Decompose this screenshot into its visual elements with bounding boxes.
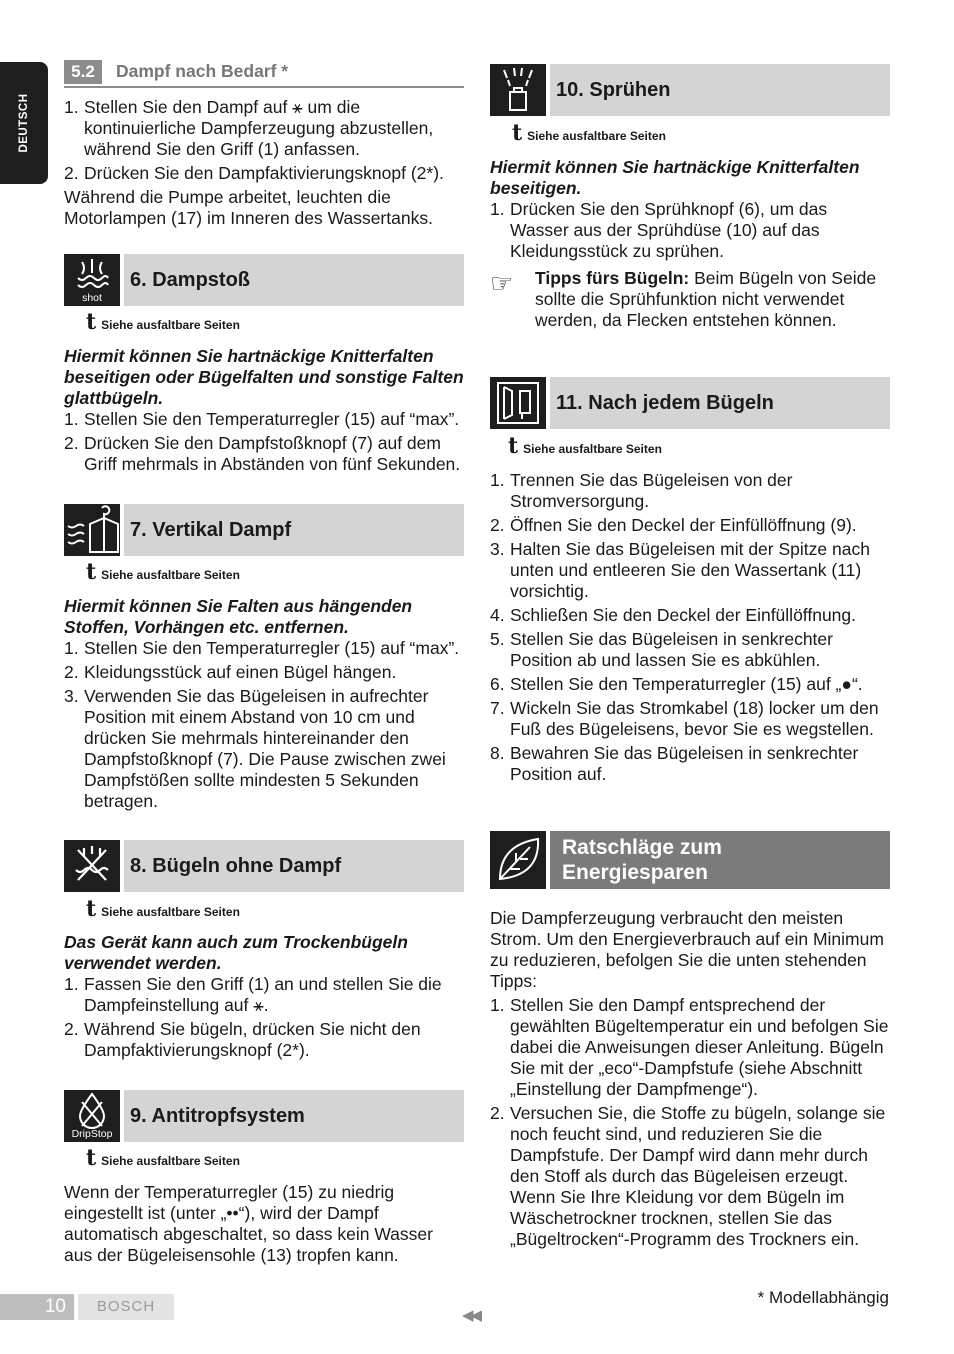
icon-label: shot — [82, 292, 102, 304]
section-8-header — [64, 840, 464, 892]
section-title: 10. Sprühen — [550, 64, 890, 116]
energy-section-header — [490, 831, 890, 889]
section-title: Dampf nach Bedarf * — [116, 61, 289, 81]
leaf-icon — [490, 831, 546, 889]
icon-label: DripStop — [71, 1128, 113, 1140]
pointer-icon: t — [86, 309, 97, 335]
section-11-header — [490, 377, 890, 429]
section-title: Ratschläge zum Energiesparen — [550, 831, 890, 889]
section-6-header — [64, 254, 464, 306]
pointer-icon: t — [86, 559, 97, 585]
section-6-body — [64, 346, 464, 478]
fold-out-reference: t Siehe ausfaltbare Seiten — [508, 433, 662, 459]
intro-text: Hiermit können Sie hartnäckige Knitterfalten beseitigen. — [490, 157, 860, 198]
steps-list — [64, 97, 464, 184]
vertical-steam-icon — [64, 504, 120, 556]
list-item: 2. Öffnen Sie den Deckel der Einfüllöffnung (9). — [490, 515, 857, 535]
section-title: 6. Dampstoß — [124, 254, 464, 306]
list-item: 1. Stellen Sie den Dampf auf ⚹ um die kontinuierliche Dampferzeugung abzustellen, während Sie den Griff (1) anfassen. — [64, 97, 434, 159]
fold-out-reference: t Siehe ausfaltbare Seiten — [86, 309, 240, 335]
fold-out-reference: t Siehe ausfaltbare Seiten — [512, 120, 666, 146]
energy-section-body — [490, 908, 892, 1253]
fold-out-reference: t Siehe ausfaltbare Seiten — [86, 1145, 240, 1171]
pointer-icon: t — [86, 896, 97, 922]
section-title: 9. Antitropfsystem — [124, 1090, 464, 1142]
paragraph: Während die Pumpe arbeitet, leuchten die Motorlampen (17) im Inneren des Wassertanks. — [64, 187, 433, 228]
list-item: 2. Während Sie bügeln, drücken Sie nicht den Dampfaktivierungsknopf (2*). — [64, 1019, 421, 1060]
pointer-icon: t — [86, 1145, 97, 1171]
storage-icon — [490, 377, 546, 429]
ironing-tip — [535, 268, 890, 331]
fold-out-reference: t Siehe ausfaltbare Seiten — [86, 559, 240, 585]
list-item: 2. Versuchen Sie, die Stoffe zu bügeln, solange sie noch feucht sind, und reduzieren Sie die Dampfstufe. Der Dampf wird dann mehr durch den Stoff als durch das Bügeleisen erzeugt. Wenn Sie Ihre Kleidung vor dem Bügeln im Wäschetrockner trocknen, stellen Sie das „Bügeltrocken“-Programm des Trockners ein. — [490, 1103, 886, 1249]
list-item: 4. Schließen Sie den Deckel der Einfüllöffnung. — [490, 605, 857, 625]
brand-label: BOSCH — [78, 1294, 174, 1320]
footnote: * Modellabhängig — [757, 1288, 889, 1307]
steam-shot-icon — [64, 254, 120, 306]
section-9-body — [64, 1182, 464, 1266]
section-10-body — [490, 157, 890, 265]
tip-text: Beim Bügeln von Seide sollte die Sprühfunktion nicht verwendet werden, da Flecken entstehen können. — [535, 268, 877, 330]
intro-text: Hiermit können Sie Falten aus hängenden Stoffen, Vorhängen etc. entfernen. — [64, 596, 413, 637]
language-tab-label: DEUTSCH — [18, 93, 30, 153]
dripstop-icon — [64, 1090, 120, 1142]
list-item: 5. Stellen Sie das Bügeleisen in senkrechter Position ab und lassen Sie es abkühlen. — [490, 629, 833, 670]
list-item: 6. Stellen Sie den Temperaturregler (15) auf „●“. — [490, 674, 863, 694]
language-tab — [0, 62, 48, 184]
prev-page-icon: ◀◀ — [462, 1307, 480, 1324]
section-title: 8. Bügeln ohne Dampf — [124, 840, 464, 892]
pointer-icon: t — [512, 120, 523, 146]
steps-list — [490, 470, 892, 785]
section-11-body — [490, 470, 892, 788]
hand-pointer-icon: ☞ — [490, 268, 514, 298]
steps-list — [490, 199, 890, 262]
steps-list — [64, 409, 464, 475]
tip-label: Tipps fürs Bügeln: — [535, 268, 690, 288]
section-7-body — [64, 596, 466, 815]
list-item: 1. Trennen Sie das Bügeleisen von der Stromversorgung. — [490, 470, 793, 511]
intro-text: Das Gerät kann auch zum Trockenbügeln verwendet werden. — [64, 932, 408, 973]
pointer-icon: t — [508, 433, 519, 459]
list-item: 1. Fassen Sie den Griff (1) an und stellen Sie die Dampfeinstellung auf ⚹. — [64, 974, 442, 1015]
list-item: 8. Bewahren Sie das Bügeleisen in senkrechter Position auf. — [490, 743, 859, 784]
list-item: 1. Drücken Sie den Sprühknopf (6), um das Wasser aus der Sprühdüse (10) auf das Kleidungsstück zu sprühen. — [490, 199, 828, 261]
list-item: 1. Stellen Sie den Dampf entsprechend der gewählten Bügeltemperatur ein und befolgen Sie dabei die Anweisungen dieser Anleitung. Bügeln Sie mit der „eco“-Dampfstufe (siehe Abschnitt „Einstellung der Dampfmenge“). — [490, 995, 889, 1099]
list-item: 3. Verwenden Sie das Bügeleisen in aufrechter Position mit einem Abstand von 10 cm und drücken Sie mehrmals hintereinander den Dampfstoßknopf (7). Die Pause zwischen zwei Dampfstößen sollte mindesten 5 Sekunden betragen. — [64, 686, 446, 811]
page-number: 10 — [0, 1294, 74, 1320]
fold-out-reference: t Siehe ausfaltbare Seiten — [86, 896, 240, 922]
list-item: 2. Drücken Sie den Dampfstoßknopf (7) auf dem Griff mehrmals in Abständen von fünf Sekunden. — [64, 433, 461, 474]
list-item: 2. Kleidungsstück auf einen Bügel hängen. — [64, 662, 397, 682]
no-steam-icon — [64, 840, 120, 892]
paragraph: Die Dampferzeugung verbraucht den meisten Strom. Um den Energieverbrauch auf ein Minimum zu reduzieren, befolgen Sie die unten stehenden Tipps: — [490, 908, 884, 991]
steps-list — [490, 995, 892, 1250]
spray-icon — [490, 64, 546, 116]
list-item: 2. Drücken Sie den Dampfaktivierungsknopf (2*). — [64, 163, 444, 183]
section-5-2-header — [64, 58, 464, 88]
list-item: 1. Stellen Sie den Temperaturregler (15) auf “max”. — [64, 638, 460, 658]
section-title: 11. Nach jedem Bügeln — [550, 377, 890, 429]
section-5-2-body — [64, 97, 464, 229]
section-8-body — [64, 932, 464, 1064]
section-9-header — [64, 1090, 464, 1142]
steps-list — [64, 638, 466, 812]
section-number: 5.2 — [64, 60, 102, 84]
intro-text: Hiermit können Sie hartnäckige Knitterfalten beseitigen oder Bügelfalten und sonstige Falten glattbügeln. — [64, 346, 464, 408]
section-10-header — [490, 64, 890, 116]
list-item: 7. Wickeln Sie das Stromkabel (18) locker um den Fuß des Bügeleisens, bevor Sie es wegstellen. — [490, 698, 879, 739]
list-item: 1. Stellen Sie den Temperaturregler (15) auf “max”. — [64, 409, 460, 429]
list-item: 3. Halten Sie das Bügeleisen mit der Spitze nach unten und entleeren Sie den Wassertank (11) vorsichtig. — [490, 539, 870, 601]
section-title: 7. Vertikal Dampf — [124, 504, 464, 556]
paragraph: Wenn der Temperaturregler (15) zu niedrig eingestellt ist (unter „••“), wird der Dampf automatisch abgeschaltet, so dass kein Wasser aus der Bügeleisensohle (13) tropfen kann. — [64, 1182, 433, 1265]
section-7-header — [64, 504, 464, 556]
steps-list — [64, 974, 464, 1061]
